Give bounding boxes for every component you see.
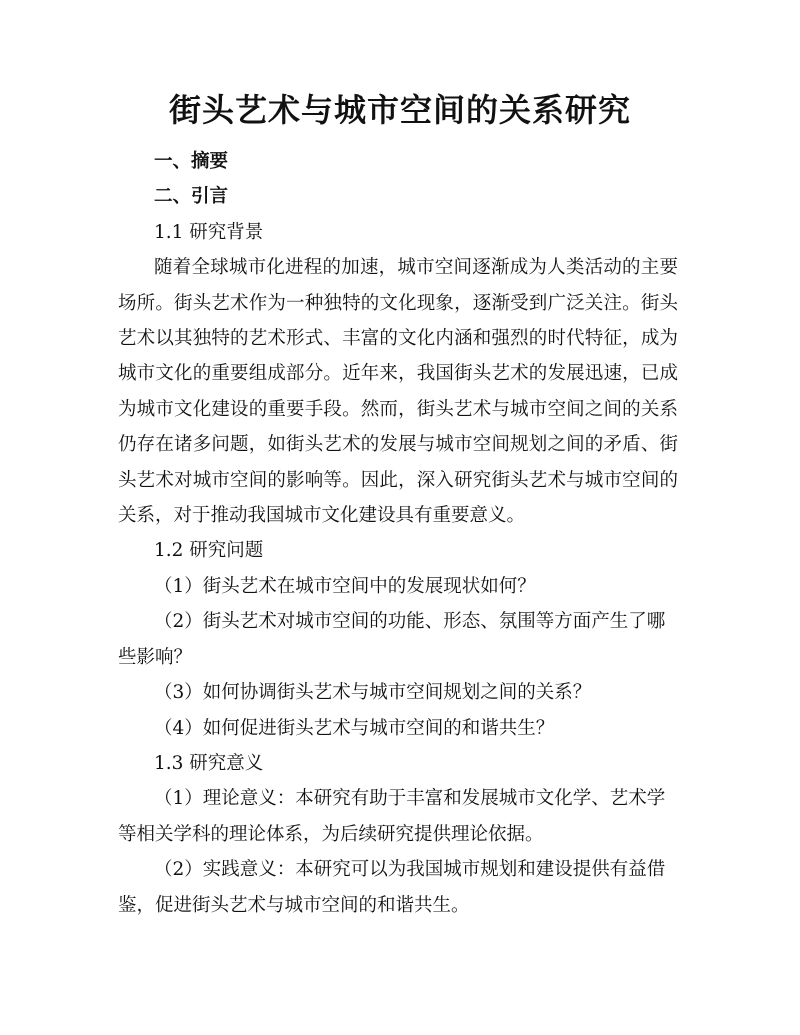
- subsection-heading-significance: 1.3 研究意义: [154, 752, 264, 774]
- subsection-heading-questions: 1.2 研究问题: [154, 540, 264, 562]
- research-question-3: （3）如何协调街头艺术与城市空间规划之间的关系？: [154, 682, 592, 704]
- research-question-4: （4）如何促进街头艺术与城市空间的和谐共生？: [154, 717, 555, 739]
- research-question-2: （2）街头艺术对城市空间的功能、形态、氛围等方面产生了哪些影响？: [118, 611, 666, 668]
- significance-practical: （2）实践意义：本研究可以为我国城市规划和建设提供有益借鉴，促进街头艺术与城市空间的和谐共生。: [118, 859, 666, 916]
- subsection-heading-background: 1.1 研究背景: [154, 221, 264, 243]
- significance-theoretical: （1）理论意义：本研究有助于丰富和发展城市文化学、艺术学等相关学科的理论体系，为后续研究提供理论依据。: [118, 788, 666, 845]
- research-question-1: （1）街头艺术在城市空间中的发展现状如何？: [154, 575, 536, 597]
- document-body: [118, 144, 678, 923]
- section-heading-introduction: 二、引言: [154, 186, 229, 208]
- section-heading-abstract: 一、摘要: [154, 151, 229, 172]
- document-title: 街头艺术与城市空间的关系研究: [168, 91, 631, 129]
- background-paragraph: 随着全球城市化进程的加速，城市空间逐渐成为人类活动的主要场所。街头艺术作为一种独特的文化现象，逐渐受到广泛关注。街头艺术以其独特的艺术形式、丰富的文化内涵和强烈的时代特征，成为城市文化的重要组成部分。近年来，我国街头艺术的发展迅速，已成为城市文化建设的重要手段。然而，街头艺术与城市空间之间的关系仍存在诸多问题，如街头艺术的发展与城市空间规划之间的矛盾、街头艺术对城市空间的影响等。因此，深入研究街头艺术与城市空间的关系，对于推动我国城市文化建设具有重要意义。: [118, 257, 678, 527]
